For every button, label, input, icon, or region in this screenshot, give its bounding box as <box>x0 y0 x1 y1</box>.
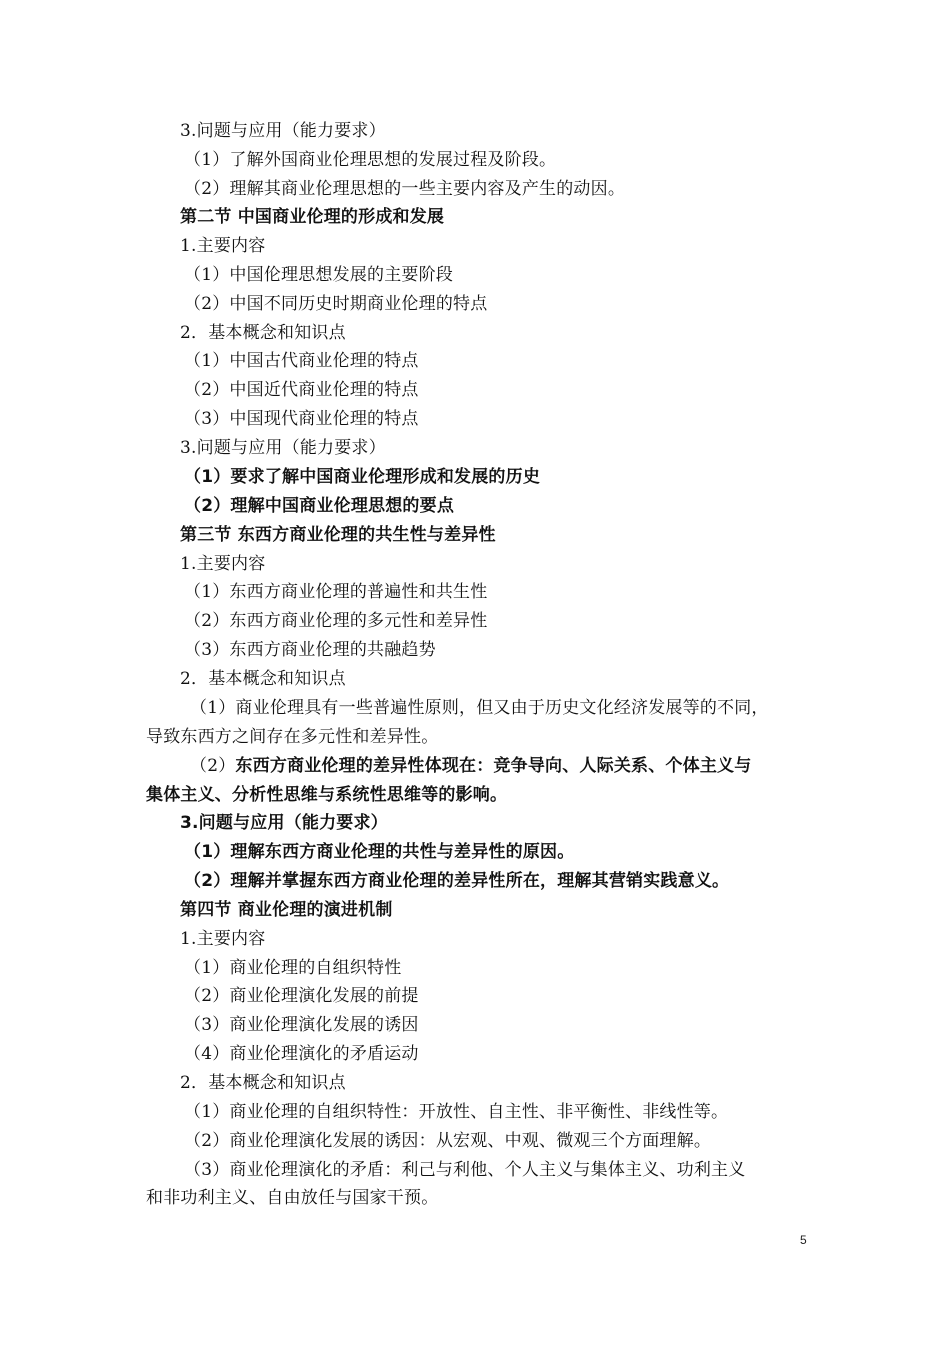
text-line: （2）中国近代商业伦理的特点 <box>184 380 419 400</box>
text-line: （1）了解外国商业伦理思想的发展过程及阶段。 <box>184 150 557 170</box>
section-heading: 第四节 商业伦理的演进机制 <box>180 900 393 920</box>
text-line: 2．基本概念和知识点 <box>180 669 346 689</box>
text-line-bold: （2）理解并掌握东西方商业伦理的差异性所在，理解其营销实践意义。 <box>184 871 730 891</box>
text-line: （1）中国伦理思想发展的主要阶段 <box>184 265 454 285</box>
text-line: （1）商业伦理的自组织特性：开放性、自主性、非平衡性、非线性等。 <box>184 1102 729 1122</box>
list-marker: （2） <box>190 756 236 776</box>
text-line: （1）商业伦理的自组织特性 <box>184 958 402 978</box>
text-line: 3.问题与应用（能力要求） <box>180 121 386 141</box>
text-line: 1.主要内容 <box>180 236 266 256</box>
text-line: （1）东西方商业伦理的普遍性和共生性 <box>184 582 488 602</box>
text-line-bold: （2）理解中国商业伦理思想的要点 <box>184 496 455 516</box>
text-line: 1.主要内容 <box>180 929 266 949</box>
text-line: 1.主要内容 <box>180 554 266 574</box>
paragraph-line: 导致东西方之间存在多元性和差异性。 <box>146 727 439 747</box>
text-line: （3）中国现代商业伦理的特点 <box>184 409 419 429</box>
paragraph-line: （3）商业伦理演化的矛盾：利己与利他、个人主义与集体主义、功利主义 <box>184 1160 746 1180</box>
text-line: （2）理解其商业伦理思想的一些主要内容及产生的动因。 <box>184 179 626 199</box>
paragraph-line-bold: 集体主义、分析性思维与系统性思维等的影响。 <box>146 785 508 805</box>
text-line: （2）中国不同历史时期商业伦理的特点 <box>184 294 488 314</box>
text-line: 2．基本概念和知识点 <box>180 323 346 343</box>
text-line: 2．基本概念和知识点 <box>180 1073 346 1093</box>
paragraph-line <box>190 753 751 779</box>
text-line: （1）中国古代商业伦理的特点 <box>184 351 419 371</box>
paragraph-line: 和非功利主义、自由放任与国家干预。 <box>146 1188 439 1208</box>
text-line: （3）商业伦理演化发展的诱因 <box>184 1015 419 1035</box>
section-heading: 第三节 东西方商业伦理的共生性与差异性 <box>180 525 496 545</box>
text-line: （3）东西方商业伦理的共融趋势 <box>184 640 436 660</box>
page-number: 5 <box>800 1233 807 1247</box>
text-line: （2）东西方商业伦理的多元性和差异性 <box>184 611 488 631</box>
text-line-bold: （1）要求了解中国商业伦理形成和发展的历史 <box>184 467 541 487</box>
text-line: （2）商业伦理演化发展的诱因：从宏观、中观、微观三个方面理解。 <box>184 1131 712 1151</box>
text-line-bold: 3.问题与应用（能力要求） <box>180 813 388 833</box>
text-line: （2）商业伦理演化发展的前提 <box>184 986 419 1006</box>
text-line: 3.问题与应用（能力要求） <box>180 438 386 458</box>
text-line-bold: （1）理解东西方商业伦理的共性与差异性的原因。 <box>184 842 575 862</box>
paragraph-line: （1）商业伦理具有一些普遍性原则，但又由于历史文化经济发展等的不同， <box>190 698 769 718</box>
emphasis-text: 东西方商业伦理的差异性体现在：竞争导向、人际关系、个体主义与 <box>235 756 752 776</box>
section-heading: 第二节 中国商业伦理的形成和发展 <box>180 207 445 227</box>
text-line: （4）商业伦理演化的矛盾运动 <box>184 1044 419 1064</box>
